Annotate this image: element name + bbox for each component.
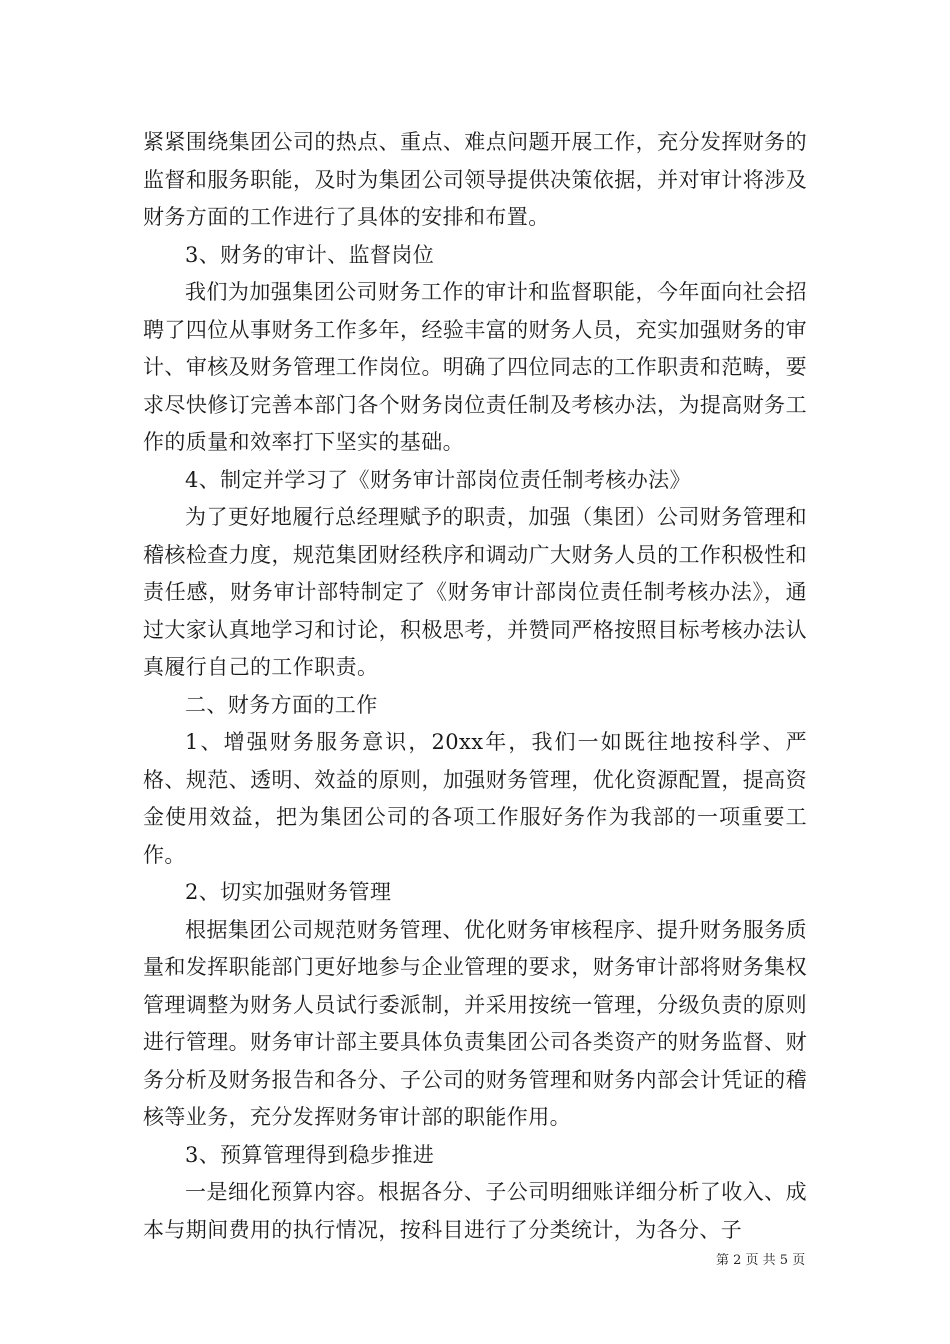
section-heading-finance-work: 二、财务方面的工作 — [185, 692, 378, 717]
section-heading-budget-management: 3、预算管理得到稳步推进 — [185, 1142, 435, 1167]
section-heading-assessment-method: 4、制定并学习了《财务审计部岗位责任制考核办法》 — [185, 467, 691, 492]
paragraph-audit-supervision: 我们为加强集团公司财务工作的审计和监督职能，今年面向社会招聘了四位从事财务工作多年，经验丰富的财务人员，充实加强财务的审计、审核及财务管理工作岗位。明确了四位同志的工作职责和范畴，要求尽快修订完善本部门各个财务岗位责任制及考核办法，为提高财务工作的质量和效率打下坚实的基础。 — [143, 280, 807, 454]
paragraph-service-awareness: 1、增强财务服务意识，20xx年，我们一如既往地按科学、严格、规范、透明、效益的原则，加强财务管理，优化资源配置，提高资金使用效益，把为集团公司的各项工作服好务作为我部的一项重要工作。 — [143, 730, 807, 867]
document-body — [143, 124, 807, 1249]
paragraph-assessment-method: 为了更好地履行总经理赋予的职责，加强（集团）公司财务管理和稽核检查力度，规范集团财经秩序和调动广大财务人员的工作积极性和责任感，财务审计部特制定了《财务审计部岗位责任制考核办法》，通过大家认真地学习和讨论，积极思考，并赞同严格按照目标考核办法认真履行自己的工作职责。 — [143, 505, 807, 679]
section-heading-strengthen-management: 2、切实加强财务管理 — [185, 880, 392, 904]
paragraph-budget-detail: 一是细化预算内容。根据各分、子公司明细账详细分析了收入、成本与期间费用的执行情况，按科目进行了分类统计，为各分、子 — [143, 1180, 807, 1242]
section-heading-audit-supervision-posts: 3、财务的审计、监督岗位 — [185, 242, 435, 267]
paragraph-continuation: 紧紧围绕集团公司的热点、重点、难点问题开展工作，充分发挥财务的监督和服务职能，及时为集团公司领导提供决策依据，并对审计将涉及财务方面的工作进行了具体的安排和布置。 — [143, 130, 807, 229]
page-number-footer: 第 2 页 共 5 页 — [716, 1253, 806, 1268]
paragraph-strengthen-management: 根据集团公司规范财务管理、优化财务审核程序、提升财务服务质量和发挥职能部门更好地参与企业管理的要求，财务审计部将财务集权管理调整为财务人员试行委派制，并采用按统一管理，分级负责的原则进行管理。财务审计部主要具体负责集团公司各类资产的财务监督、财务分析及财务报告和各分、子公司的财务管理和财务内部会计凭证的稽核等业务，充分发挥财务审计部的职能作用。 — [143, 917, 807, 1129]
